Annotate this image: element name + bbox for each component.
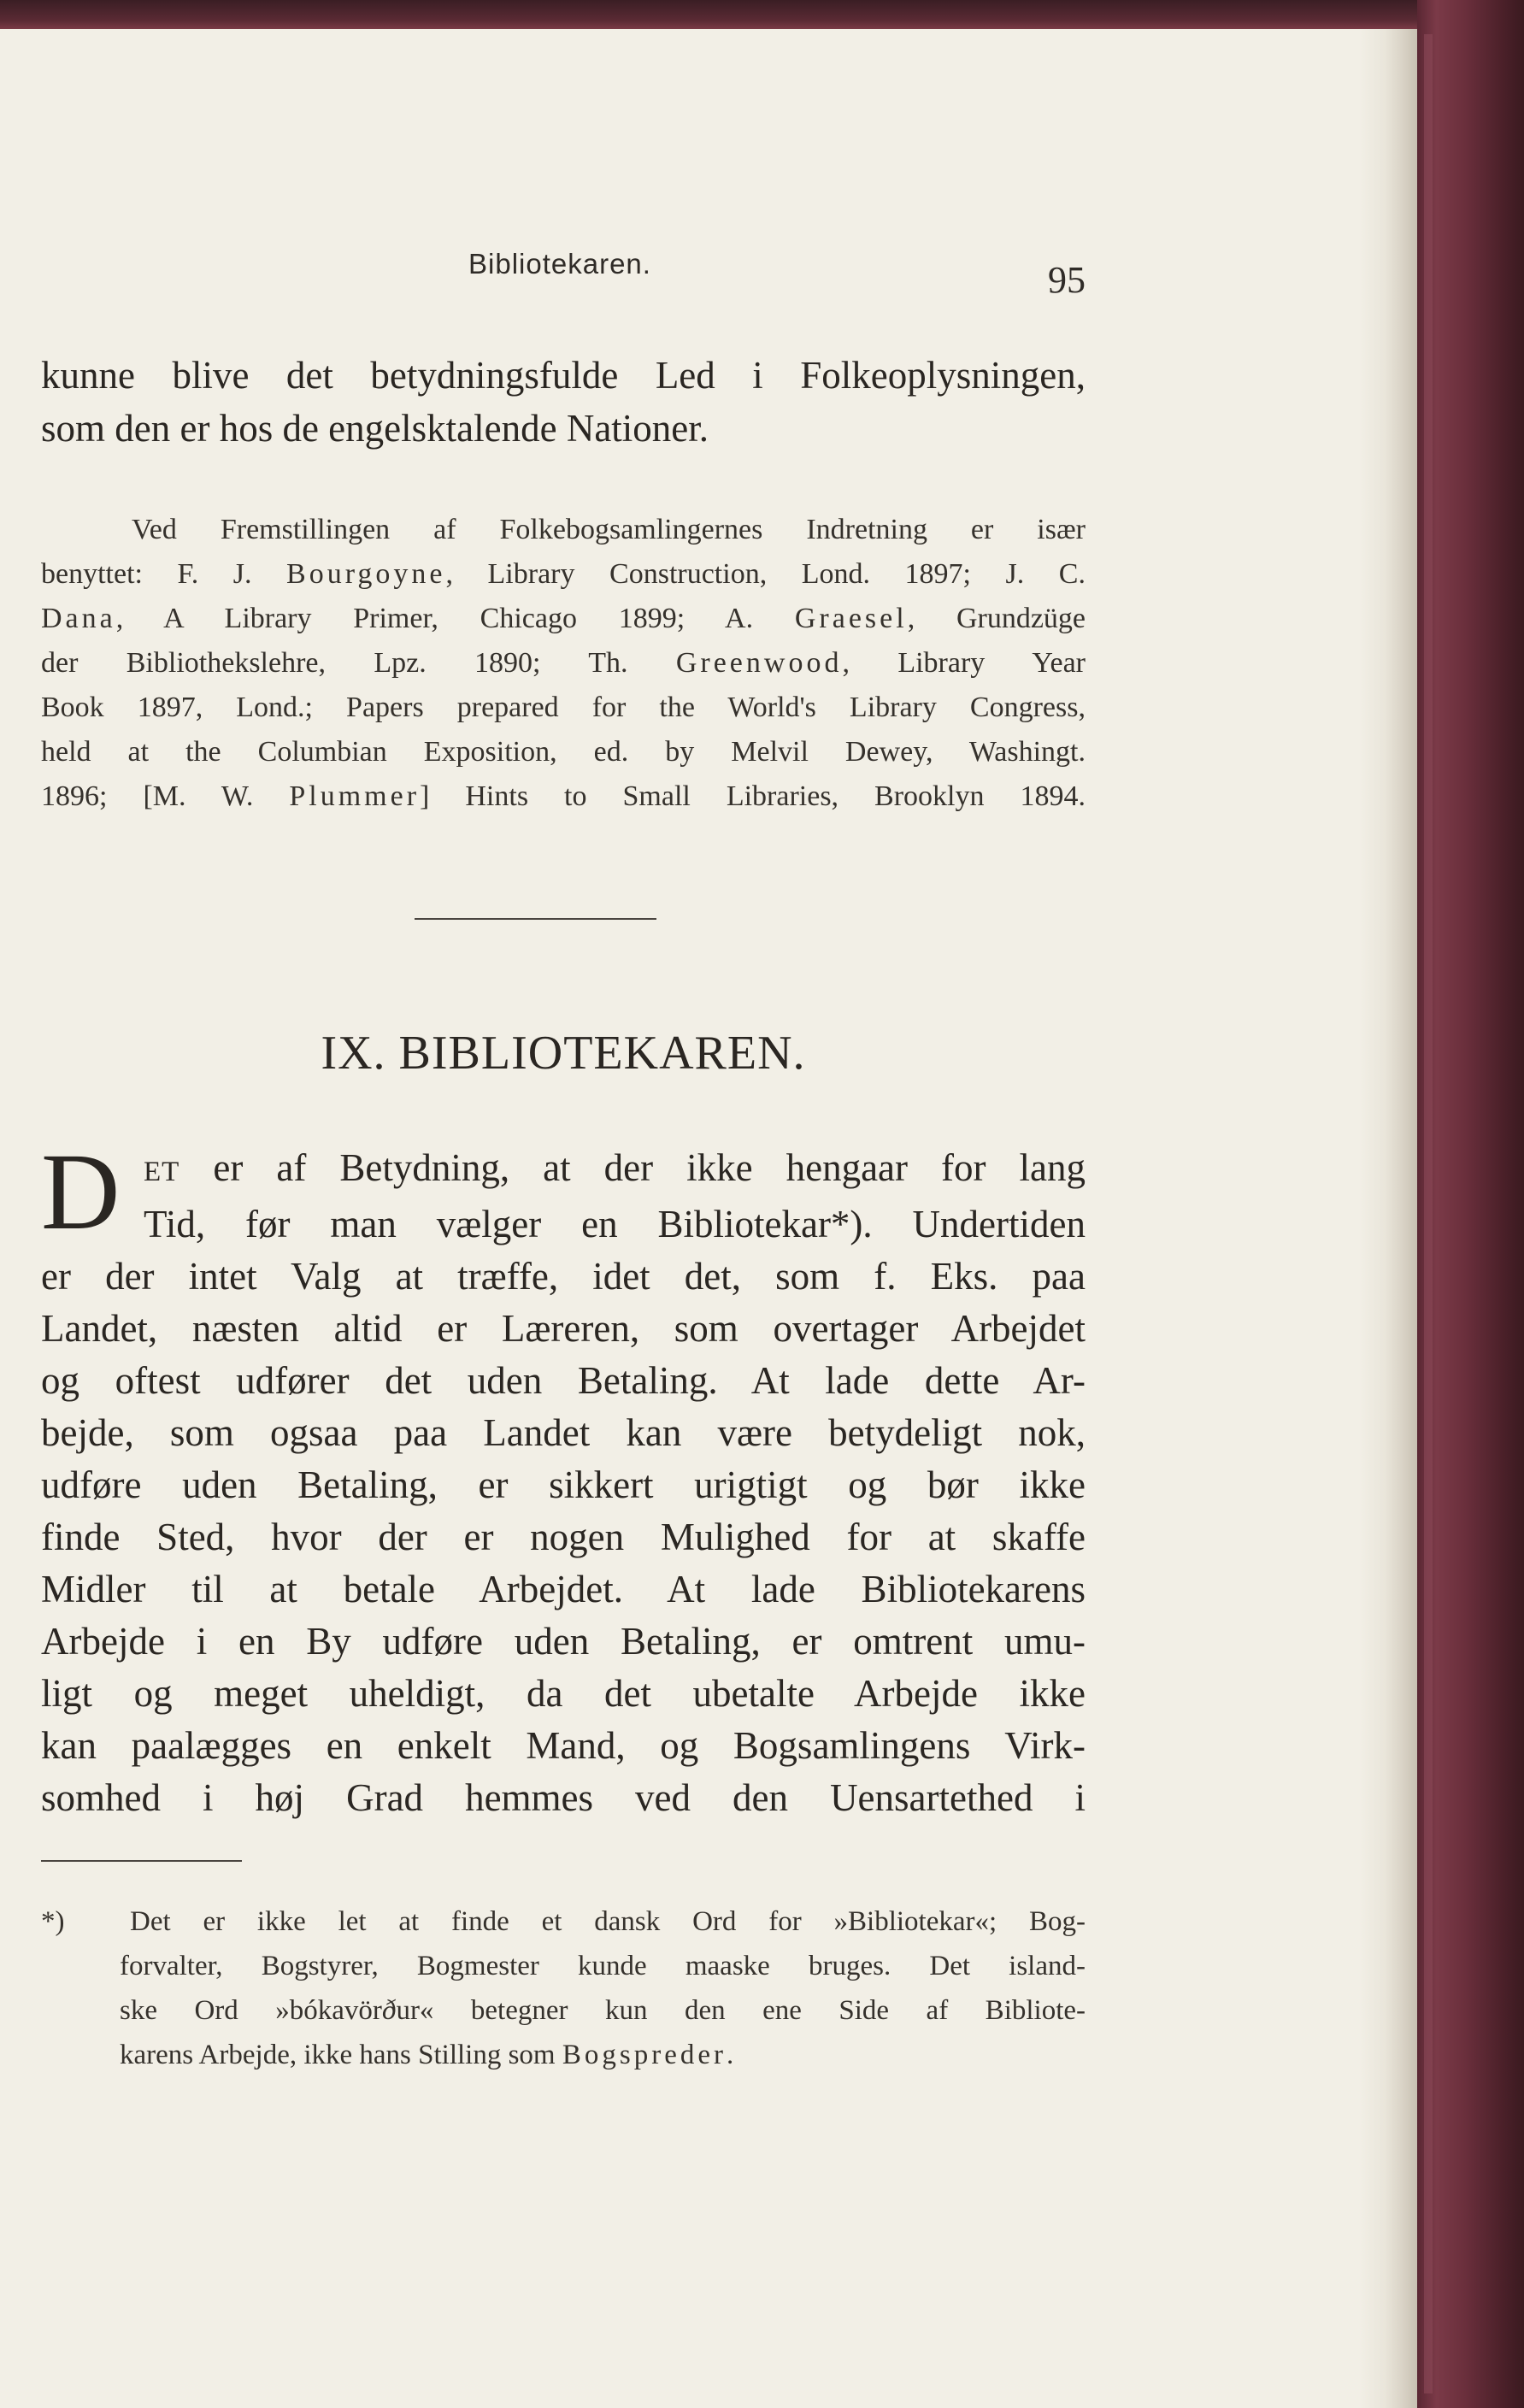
page-gutter-shadow (1359, 29, 1417, 2408)
text-line: finde Sted, hvor der er nogen Mulighed for at skaffe (41, 1516, 1086, 1558)
book-binding (1417, 0, 1524, 2408)
text-line: Midler til at betale Arbejdet. At lade Bibliotekarens (41, 1568, 1086, 1610)
text-line: kunne blive det betydningsfulde Led i Folkeoplysningen, (41, 354, 1086, 397)
text-line: bejde, som ogsaa paa Landet kan være betydeligt nok, (41, 1411, 1086, 1454)
drop-cap: D (41, 1131, 121, 1252)
page-number: 95 (1048, 259, 1086, 301)
text-line: og oftest udfører det uden Betaling. At lade dette Ar- (41, 1359, 1086, 1402)
text-line: 1896; [M. W. Plummer] Hints to Small Libraries, Brooklyn 1894. (41, 780, 1086, 812)
footnote (41, 1899, 1086, 2077)
text-line: *) Det er ikke let at finde et dansk Ord for »Bibliotekar«; Bog- (41, 1899, 1086, 1944)
text-line: ligt og meget uheldigt, da det ubetalte Arbejde ikke (41, 1672, 1086, 1715)
text-line: karens Arbejde, ikke hans Stilling som Bogspreder. (120, 2040, 734, 2070)
text-line: er der intet Valg at træffe, idet det, som f. Eks. paa (41, 1255, 1086, 1298)
body-paragraph (41, 1142, 1086, 1824)
text-line: forvalter, Bogstyrer, Bogmester kunde maaske bruges. Det island- (120, 1951, 1086, 1981)
text-line: Book 1897, Lond.; Papers prepared for the World's Library Congress, (41, 692, 1086, 723)
text-line: somhed i høj Grad hemmes ved den Uensartethed i (41, 1776, 1086, 1819)
text-line: Landet, næsten altid er Læreren, som overtager Arbejdet (41, 1307, 1086, 1350)
top-page-edge (0, 0, 1417, 29)
page-header (41, 248, 1086, 299)
footnote-rule (41, 1860, 242, 1862)
text-line: Tid, før man vælger en Bibliotekar*). Undertiden (144, 1203, 1086, 1245)
text-line: som den er hos de engelsktalende Nationer. (41, 407, 709, 450)
running-head: Bibliotekaren. (468, 248, 651, 280)
lead-paragraph (41, 349, 1086, 455)
text-line: ske Ord »bókavörður« betegner kun den ene Side af Bibliote- (120, 1995, 1086, 2026)
bibliography-note (41, 508, 1086, 819)
text-line: ET er af Betydning, at der ikke hengaar for lang (144, 1146, 1086, 1189)
text-line: Ved Fremstillingen af Folkebogsamlingernes Indretning er især (132, 514, 1086, 545)
text-line: der Bibliothekslehre, Lpz. 1890; Th. Greenwood, Library Year (41, 647, 1086, 679)
text-line: Dana, A Library Primer, Chicago 1899; A. Graesel, Grundzüge (41, 603, 1086, 634)
text-line: benyttet: F. J. Bourgoyne, Library Construction, Lond. 1897; J. C. (41, 558, 1086, 590)
section-divider (415, 918, 656, 920)
footnote-mark: *) (41, 1906, 65, 1937)
chapter-title: IX. BIBLIOTEKAREN. (321, 1027, 806, 1080)
binding-stripe (1424, 34, 1433, 2393)
text-line: held at the Columbian Exposition, ed. by Melvil Dewey, Washingt. (41, 736, 1086, 768)
text-line: Arbejde i en By udføre uden Betaling, er omtrent umu- (41, 1620, 1086, 1663)
text-line: udføre uden Betaling, er sikkert urigtigt og bør ikke (41, 1463, 1086, 1506)
text-line: kan paalægges en enkelt Mand, og Bogsamlingens Virk- (41, 1724, 1086, 1767)
